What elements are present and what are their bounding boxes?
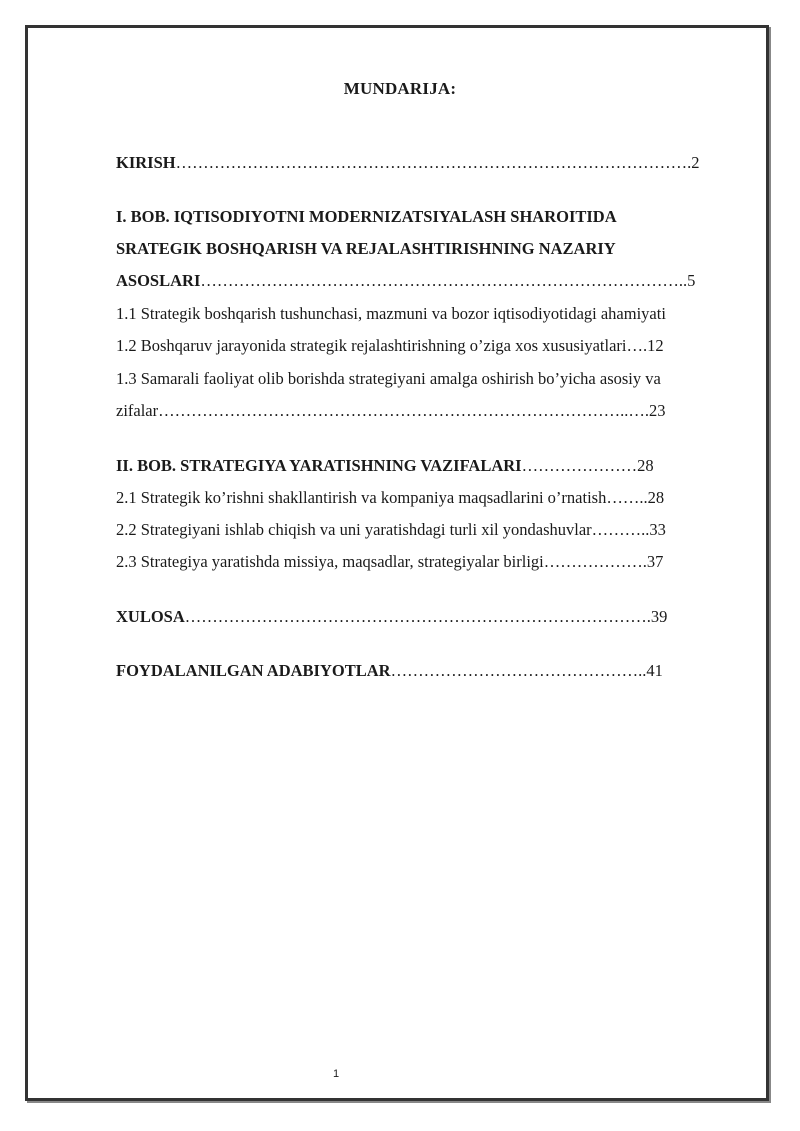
toc-page: 28 — [647, 488, 665, 507]
toc-page: 23 — [649, 401, 666, 420]
toc-page: 33 — [649, 520, 666, 539]
toc-text: 2.3 Strategiya yaratishda missiya, maqsadlar, strategiyalar birligi — [116, 552, 544, 571]
toc-text: 1.3 Samarali faoliyat olib borishda strategiyani amalga oshirish bo’yicha asosiy va — [116, 369, 661, 388]
toc-dots: …. — [626, 336, 648, 355]
toc-entry — [116, 455, 742, 477]
toc-page: 12 — [647, 336, 664, 355]
toc-bold: II. BOB. STRATEGIYA YARATISHNING VAZIFALARI — [116, 456, 522, 475]
toc-page: 2 — [691, 153, 700, 172]
toc-entry — [116, 270, 742, 292]
toc-entry — [116, 660, 742, 682]
toc-entry — [116, 206, 742, 228]
toc-bold: XULOSA — [116, 607, 185, 626]
toc-dots: …………………………………………………………………………………. — [175, 153, 692, 172]
toc-entry — [116, 400, 742, 422]
toc-page: 41 — [646, 661, 663, 680]
toc-dots: ……….. — [591, 520, 650, 539]
toc-entry — [116, 368, 742, 390]
toc-bold: FOYDALANILGAN ADABIYOTLAR — [116, 661, 391, 680]
toc-entry — [116, 487, 742, 509]
toc-page: 39 — [650, 607, 668, 626]
toc-text: 2.1 Strategik ko’rishni shakllantirish va kompaniya maqsadlarini o’rnatish — [116, 488, 607, 507]
toc-bold: ASOSLARI — [116, 271, 201, 290]
toc-bold: SRATEGIK BOSHQARISH VA REJALASHTIRISHNING NAZARIY — [116, 239, 616, 258]
toc-page: 28 — [637, 456, 654, 475]
toc-entry — [116, 551, 742, 573]
toc-bold: I. BOB. IQTISODIYOTNI MODERNIZATSIYALASH SHAROITIDA — [116, 207, 617, 226]
page-number: 1 — [332, 1068, 340, 1080]
toc-dots: …….. — [606, 488, 648, 507]
toc-text: 1.2 Boshqaruv jarayonida strategik rejalashtirishning o’ziga xos xususiyatlari — [116, 336, 627, 355]
toc-page: 37 — [646, 552, 664, 571]
toc-dots: ……………………………………….. — [390, 661, 647, 680]
toc-entry — [116, 606, 742, 628]
toc-dots: …………………………………………………………………………….. — [200, 271, 688, 290]
toc-text: 2.2 Strategiyani ishlab chiqish va uni yaratishdagi turli xil yondashuvlar — [116, 520, 592, 539]
toc-dots: …………………………………………………………………………..…. — [158, 401, 650, 420]
toc-entry — [116, 238, 742, 260]
toc-text: 1.1 Strategik boshqarish tushunchasi, mazmuni va bozor iqtisodiyotidagi ahamiyati — [116, 304, 666, 323]
toc-entry — [116, 152, 742, 174]
toc-entry — [116, 519, 742, 541]
toc-dots: ………………. — [543, 552, 647, 571]
toc-text: zifalar — [116, 401, 159, 420]
page-title: MUNDARIJA: — [343, 79, 457, 98]
toc-bold: KIRISH — [116, 153, 176, 172]
toc-page: 5 — [687, 271, 696, 290]
toc-entry — [116, 303, 742, 325]
toc-entry — [116, 335, 742, 357]
toc-dots: ………………… — [521, 456, 638, 475]
toc-dots: …………………………………………………………………………. — [184, 607, 651, 626]
